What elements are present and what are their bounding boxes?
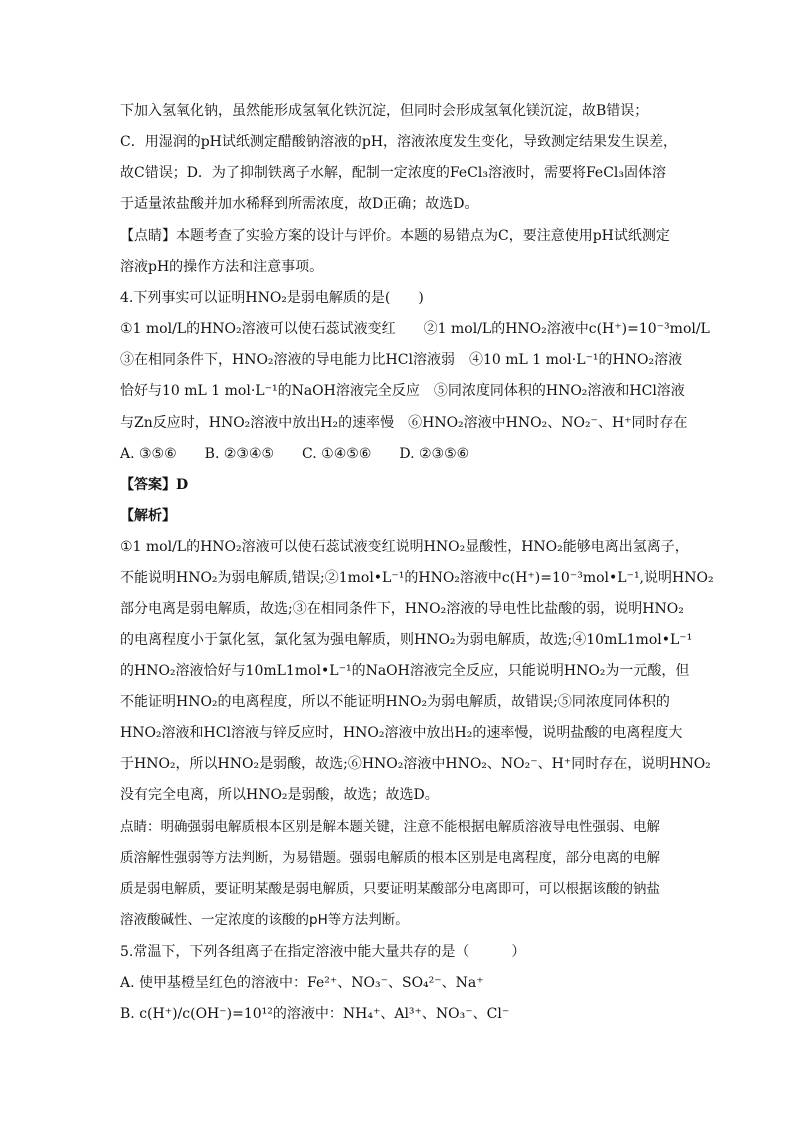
analysis-text: 不能证明HNO₂的电离程度，所以不能证明HNO₂为弱电解质，故错误;⑤同浓度同体积的 bbox=[120, 694, 670, 710]
text-line: 下加入氢氧化钠，虽然能形成氢氧化铁沉淀，但同时会形成氢氧化镁沉淀，故B错误； bbox=[120, 103, 649, 119]
tip-text: 溶液酸碱性、一定浓度的该酸的pH等方法判断。 bbox=[120, 912, 409, 928]
question-4-options: A. ③⑤⑥ B. ②③④⑤ C. ①④⑤⑥ D. ②③⑤⑥ bbox=[120, 446, 470, 462]
answer-label: 【答案】D bbox=[120, 477, 189, 493]
tip-text: 质是弱电解质，要证明某酸是弱电解质，只要证明某酸部分电离即可，可以根据该酸的钠盐 bbox=[120, 881, 660, 897]
analysis-text: 的电离程度小于氯化氢，氯化氢为强电解质，则HNO₂为弱电解质，故选;④10mL1mol•L⁻¹ bbox=[120, 632, 693, 648]
analysis-label: 【解析】 bbox=[120, 508, 176, 524]
question-4-statement: ①1 mol/L的HNO₂溶液可以使石蕊试液变红 ②1 mol/L的HNO₂溶液中c(H⁺)=10⁻³mol/L bbox=[120, 321, 710, 337]
tip-heading-line: 【点睛】本题考查了实验方案的设计与评价。本题的易错点为C，要注意使用pH试纸测定 bbox=[120, 228, 670, 244]
question-5-option-a: A. 使甲基橙呈红色的溶液中：Fe²⁺、NO₃⁻、SO₄²⁻、Na⁺ bbox=[120, 975, 484, 991]
analysis-text: 不能说明HNO₂为弱电解质,错误;②1mol•L⁻¹的HNO₂溶液中c(H⁺)=10⁻³mol•L⁻¹,说明HNO₂ bbox=[120, 570, 714, 586]
text-line: 于适量浓盐酸并加水稀释到所需浓度，故D正确；故选D。 bbox=[120, 196, 479, 212]
analysis-text: 的HNO₂溶液恰好与10mL1mol•L⁻¹的NaOH溶液完全反应，只能说明HNO₂为一元酸，但 bbox=[120, 663, 690, 679]
analysis-text: 没有完全电离，所以HNO₂是弱酸，故选；故选D。 bbox=[120, 787, 439, 803]
analysis-text: ①1 mol/L的HNO₂溶液可以使石蕊试液变红说明HNO₂显酸性，HNO₂能够电离出氢离子， bbox=[120, 539, 689, 555]
text-line: 溶液pH的操作方法和注意事项。 bbox=[120, 259, 324, 275]
analysis-text: HNO₂溶液和HCl溶液与锌反应时，HNO₂溶液中放出H₂的速率慢，说明盐酸的电离程度大 bbox=[120, 725, 683, 741]
question-4-title: 4.下列事实可以证明HNO₂是弱电解质的是( ) bbox=[120, 290, 424, 306]
tip-text: 点睛：明确强弱电解质根本区别是解本题关键，注意不能根据电解质溶液导电性强弱、电解 bbox=[120, 819, 660, 835]
question-4-statement: 与Zn反应时，HNO₂溶液中放出H₂的速率慢 ⑥HNO₂溶液中HNO₂、NO₂⁻、H⁺同时存在 bbox=[120, 415, 688, 431]
text-line: 故C错误；D．为了抑制铁离子水解，配制一定浓度的FeCl₃溶液时，需要将FeCl₃固体溶 bbox=[120, 165, 667, 181]
analysis-text: 于HNO₂，所以HNO₂是弱酸，故选;⑥HNO₂溶液中HNO₂、NO₂⁻、H⁺同时存在，说明HNO₂ bbox=[120, 756, 711, 772]
question-4-statement: 恰好与10 mL 1 mol·L⁻¹的NaOH溶液完全反应 ⑤同浓度同体积的HNO₂溶液和HCl溶液 bbox=[120, 383, 685, 399]
question-4-statement: ③在相同条件下，HNO₂溶液的导电能力比HCl溶液弱 ④10 mL 1 mol·L⁻¹的HNO₂溶液 bbox=[120, 352, 683, 368]
question-5-title: 5.常温下，下列各组离子在指定溶液中能大量共存的是（ ） bbox=[120, 944, 526, 960]
text-line: C．用湿润的pH试纸测定醋酸钠溶液的pH，溶液浓度发生变化，导致测定结果发生误差， bbox=[120, 134, 678, 150]
tip-text: 质溶解性强弱等方法判断，为易错题。强弱电解质的根本区别是电离程度，部分电离的电解 bbox=[120, 850, 660, 866]
question-5-option-b: B. c(H⁺)/c(OH⁻)=10¹²的溶液中：NH₄⁺、Al³⁺、NO₃⁻、Cl⁻ bbox=[120, 1006, 510, 1022]
analysis-text: 部分电离是弱电解质，故选;③在相同条件下，HNO₂溶液的导电性比盐酸的弱，说明HNO₂ bbox=[120, 601, 684, 617]
